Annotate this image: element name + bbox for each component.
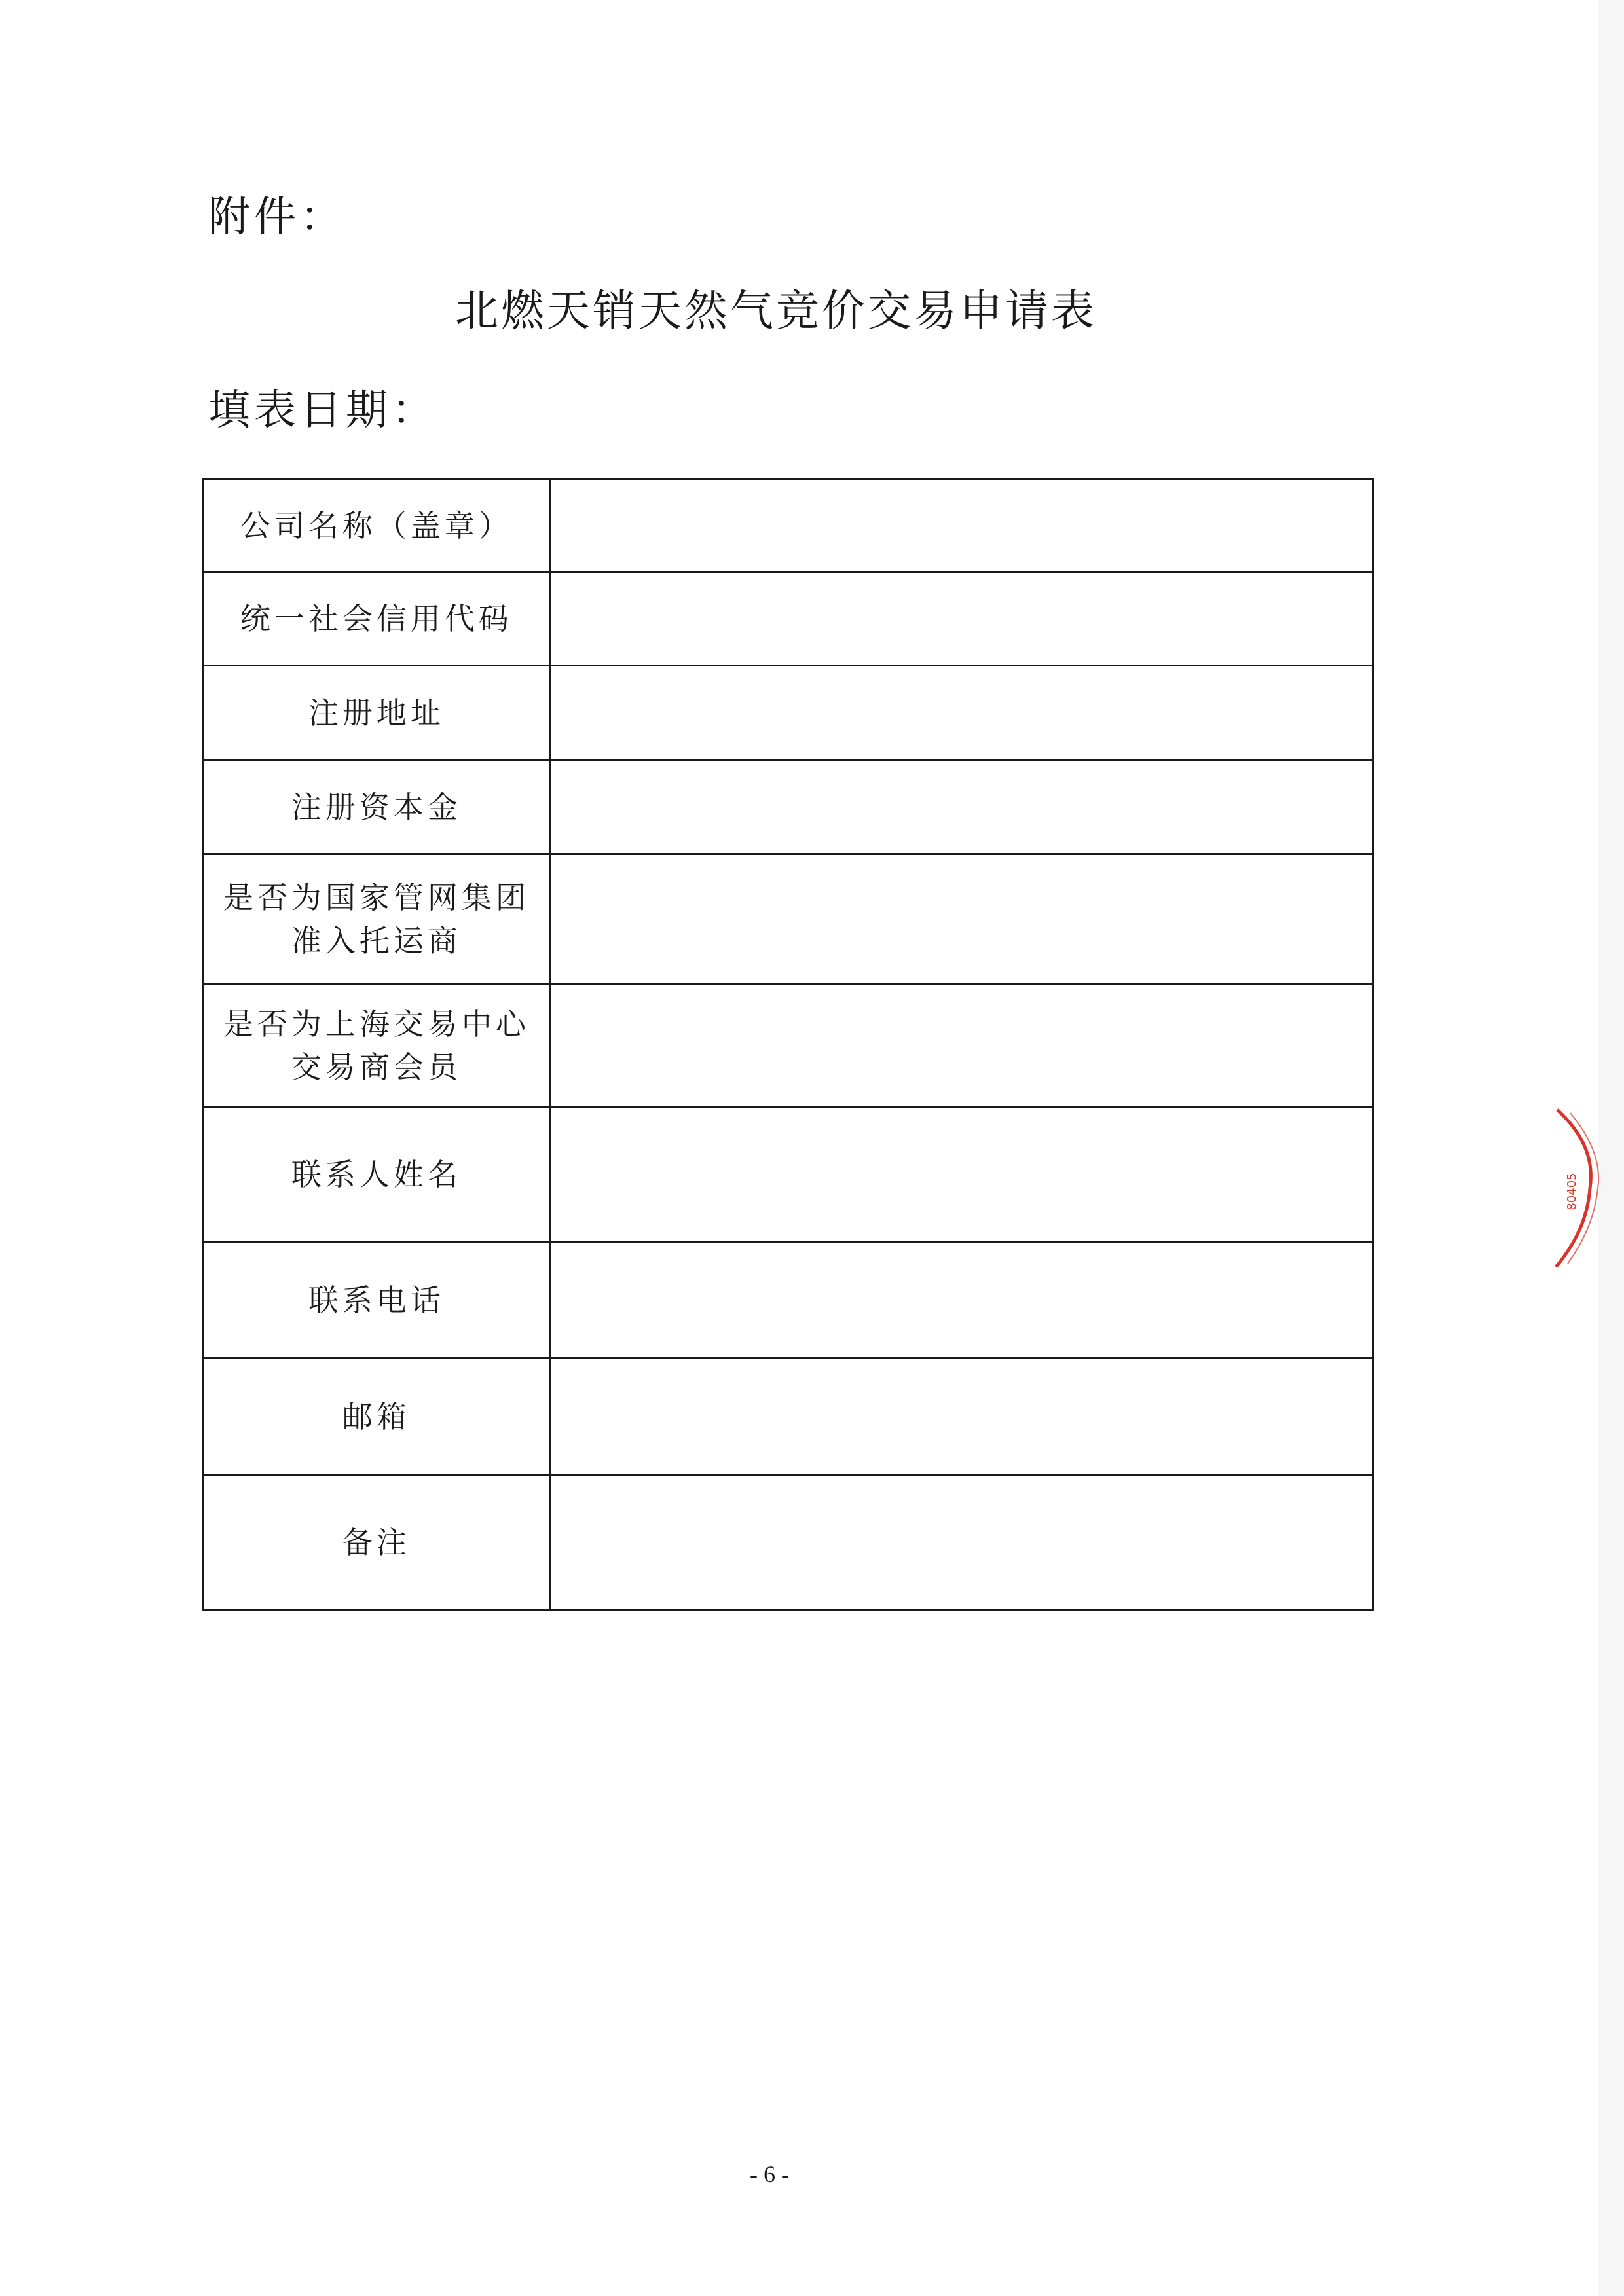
row-value-contact-phone[interactable]	[550, 1242, 1373, 1358]
table-row	[203, 1475, 1373, 1611]
row-label-company-name: 公司名称（盖章）	[203, 479, 551, 572]
row-label-credit-code: 统一社会信用代码	[203, 572, 551, 666]
row-value-shanghai-member[interactable]	[550, 984, 1373, 1107]
seal-number: 80405	[1565, 1173, 1579, 1211]
row-value-credit-code[interactable]	[550, 572, 1373, 666]
table-row	[203, 854, 1373, 984]
row-value-remarks[interactable]	[550, 1475, 1373, 1611]
row-label-contact-name: 联系人姓名	[203, 1107, 551, 1242]
row-value-email[interactable]	[550, 1358, 1373, 1475]
table-row	[203, 1107, 1373, 1242]
table-row	[203, 479, 1373, 572]
row-label-remarks: 备注	[203, 1475, 551, 1611]
row-value-registered-address[interactable]	[550, 666, 1373, 760]
row-label-pipeline-shipper: 是否为国家管网集团 准入托运商	[203, 854, 551, 984]
row-label-registered-address: 注册地址	[203, 666, 551, 760]
table-row	[203, 1358, 1373, 1475]
table-row	[203, 1242, 1373, 1358]
row-label-shanghai-member: 是否为上海交易中心 交易商会员	[203, 984, 551, 1107]
row-value-contact-name[interactable]	[550, 1107, 1373, 1242]
row-label-registered-capital: 注册资本金	[203, 760, 551, 854]
row-value-registered-capital[interactable]	[550, 760, 1373, 854]
table-row	[203, 572, 1373, 666]
page-number: - 6 -	[750, 2161, 789, 2187]
row-value-pipeline-shipper[interactable]	[550, 854, 1373, 984]
seal-stamp-icon	[1551, 1106, 1603, 1270]
fill-date-label: 填表日期：	[208, 386, 437, 435]
attachment-label: 附件：	[208, 193, 346, 242]
row-label-email: 邮箱	[203, 1358, 551, 1475]
form-title: 北燃天销天然气竞价交易申请表	[455, 285, 1097, 336]
table-row	[203, 666, 1373, 760]
row-label-contact-phone: 联系电话	[203, 1242, 551, 1358]
row-value-company-name[interactable]	[550, 479, 1373, 572]
table-row	[203, 984, 1373, 1107]
application-form-table	[202, 478, 1374, 1611]
table-row	[203, 760, 1373, 854]
